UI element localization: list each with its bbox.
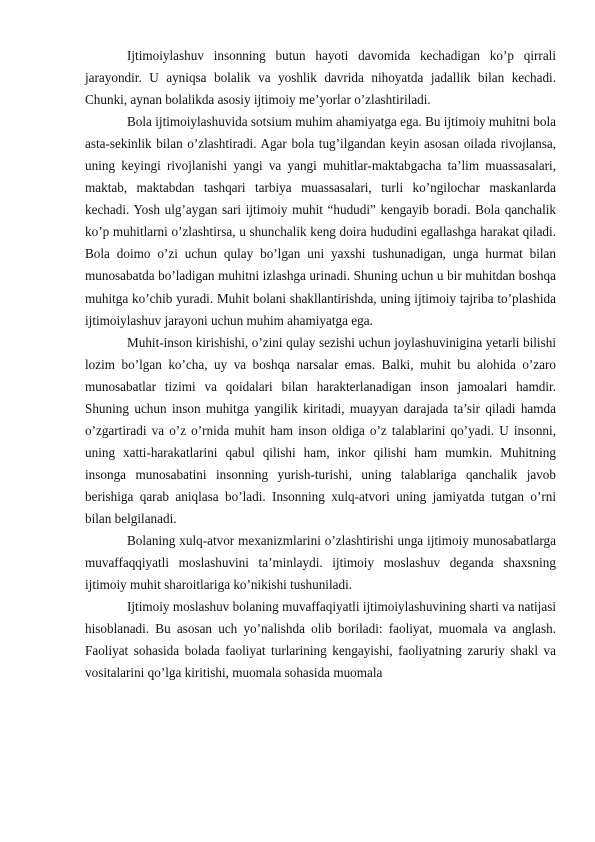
paragraph-5: Ijtimoiy moslashuv bolaning muvaffaqiyatli ijtimoiylashuvining sharti va natijasi hisoblanadi. Bu asosan uch yo’nalishda olib boriladi: faoliyat, muomala va anglash. Faoliyat sohasida bolada faoliyat turlarining kengayishi, faoliyatning zaruriy shakl va vositalarini qo’lga kiritishi, muomala sohasida muomala: [85, 599, 556, 681]
paragraph-3: Muhit-inson kirishishi, o’zini qulay sezishi uchun joylashuvinigina yetarli bilishi lozim bo’lgan ko’cha, uy va boshqa narsalar emas. Balki, muhit bu alohida o’zaro munosabatlar tizimi va qoidalari bilan harakterlanadigan inson jamoalari hamdir. Shuning uchun inson muhitga yangilik kiritadi, muayyan darajada ta’sir qiladi hamda o’zgartiradi va o’z o’rnida muhit ham inson oldiga o’z talablarini qo’yadi. U insonni, uning xatti-harakatlarini qabul qilishi ham, inkor qilishi ham mumkin. Muhitning insonga munosabatini insonning yurish-turishi, uning talablariga qanchalik javob berishiga qarab aniqlasa bo’ladi. Insonning xulq-atvori uning jamiyatda tutgan o’rni bilan belgilanadi.: [85, 334, 556, 526]
paragraph-1: Ijtimoiylashuv insonning butun hayoti davomida kechadigan ko’p qirrali jarayondir. U ayniqsa bolalik va yoshlik davrida nihoyatda jadallik bilan kechadi. Chunki, aynan bolalikda asosiy ijtimoiy me’yorlar o’zlashtiriladi.: [85, 48, 556, 108]
paragraph-4: Bolaning xulq-atvor mexanizmlarini o’zlashtirishi unga ijtimoiy munosabatlarga muvaffaqqiyatli moslashuvini ta’minlaydi. ijtimoiy moslashuv deganda shaxsning ijtimoiy muhit sharoitlariga ko’nikishi tushuniladi.: [85, 533, 556, 593]
paragraph-2: Bola ijtimoiylashuvida sotsium muhim ahamiyatga ega. Bu ijtimoiy muhitni bola asta-sekinlik bilan o’zlashtiradi. Agar bola tug’ilgandan keyin asosan oilada rivojlansa, uning keyingi rivojlanishi yangi va yangi muhitlar-maktabgacha ta’lim muassasalari, maktab, maktabdan tashqari tarbiya muassasalari, turli ko’ngilochar maskanlarda kechadi. Yosh ulg’aygan sari ijtimoiy muhit “hududi” kengayib boradi. Bola qanchalik ko’p muhitlarni o’zlashtirsa, u shunchalik keng doira hududini egallashga harakat qiladi. Bola doimo o’zi uchun qulay bo’lgan uni yaxshi tushunadigan, unga hurmat bilan munosabatda bo’ladigan muhitni izlashga urinadi. Shuning uchun u bir muhitdan boshqa muhitga ko’chib yuradi. Muhit bolani shakllantirishda, uning ijtimoiy tajriba to’plashida ijtimoiylashuv jarayoni uchun muhim ahamiyatga ega.: [85, 114, 556, 328]
document-body: [85, 45, 556, 684]
